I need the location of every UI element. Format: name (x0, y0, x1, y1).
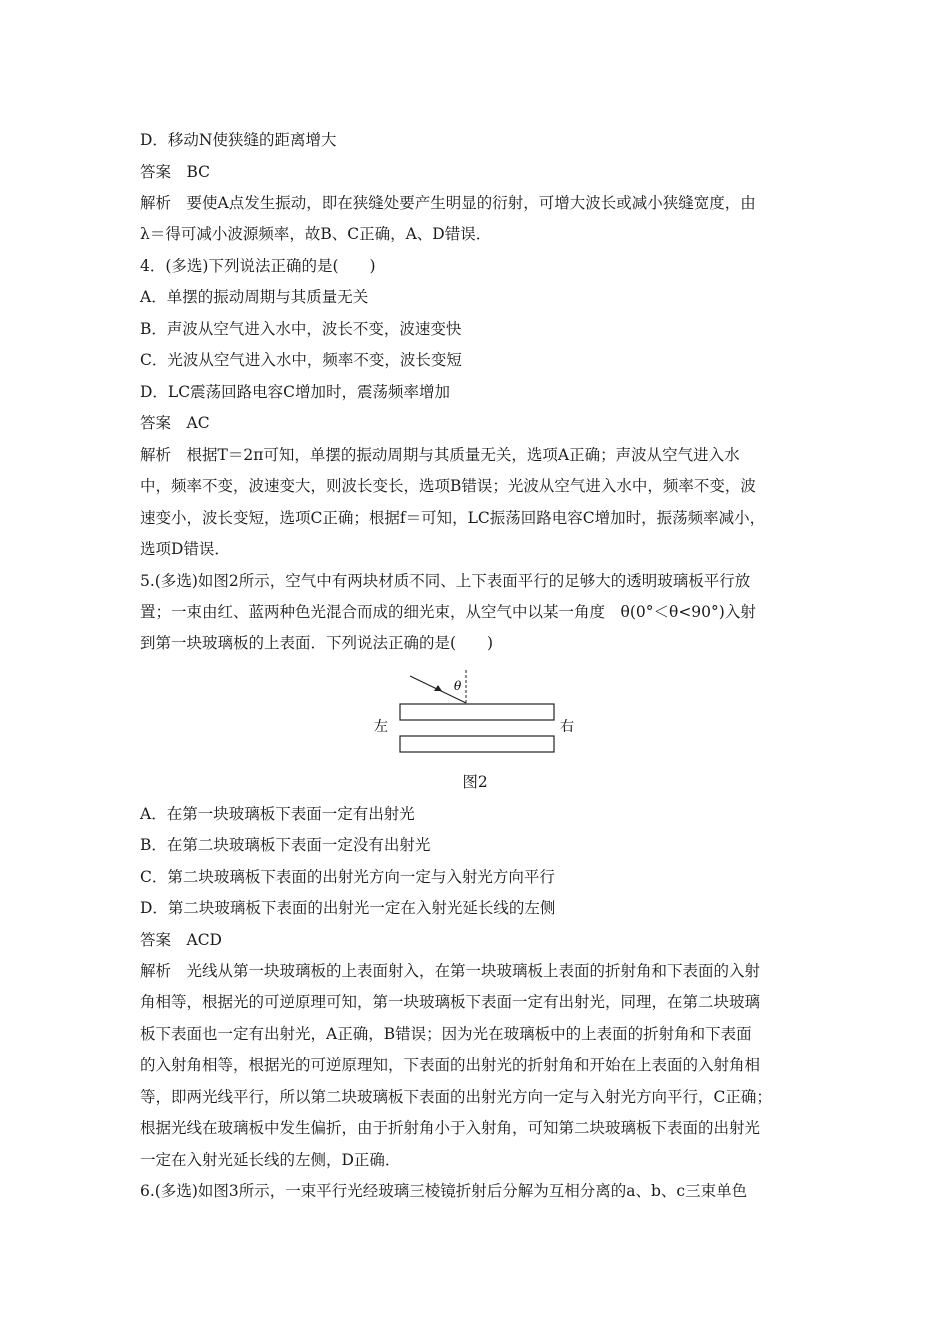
text-line: 的入射角相等，根据光的可逆原理知，下表面的出射光的折射角和开始在上表面的入射角相 (140, 1056, 761, 1074)
text-line: 5.(多选)如图2所示，空气中有两块材质不同、上下表面平行的足够大的透明玻璃板平行放 (140, 572, 751, 590)
text-line: 置；一束由红、蓝两种色光混合而成的细光束，从空气中以某一角度 θ(0°＜θ<90°)入射 (140, 603, 756, 621)
text-line: A．在第一块玻璃板下表面一定有出射光 (140, 805, 415, 823)
text-line: 中，频率不变，波速变大，则波长变长，选项B错误；光波从空气进入水中，频率不变，波 (140, 477, 756, 495)
text-line: 选项D错误． (140, 540, 230, 558)
text-line: 到第一块玻璃板的上表面．下列说法正确的是( ) (140, 634, 494, 652)
figure-caption: 图2 (462, 773, 488, 791)
text-line: 速变小，波长变短，选项C正确；根据f＝可知，LC振荡回路电容C增加时，振荡频率减小， (140, 509, 766, 527)
text-line: 答案 BC (140, 163, 211, 181)
text-line: C．光波从空气进入水中，频率不变，波长变短 (140, 351, 462, 369)
text-line: 解析 根据T＝2π可知，单摆的振动周期与其质量无关，选项A正确；声波从空气进入水 (140, 446, 740, 464)
text-line: 等，即两光线平行，所以第二块玻璃板下表面的出射光方向一定与入射光方向平行，C正确； (140, 1088, 772, 1106)
text-line: D．移动N使狭缝的距离增大 (140, 131, 337, 149)
figure-glass-plates (370, 668, 580, 768)
text-line: B．声波从空气进入水中，波长不变，波速变快 (140, 320, 462, 338)
text-line: 角相等，根据光的可逆原理可知，第一块玻璃板下表面一定有出射光，同理，在第二块玻璃 (140, 993, 761, 1011)
angle-theta-label: θ (454, 679, 462, 693)
glass-plate-lower (400, 736, 554, 752)
text-line: 根据光线在玻璃板中发生偏折，由于折射角小于入射角，可知第二块玻璃板下表面的出射光 (140, 1119, 761, 1137)
text-line: A．单摆的振动周期与其质量无关 (140, 288, 369, 306)
glass-plate-upper (400, 704, 554, 720)
text-line: 板下表面也一定有出射光，A正确，B错误；因为光在玻璃板中的上表面的折射角和下表面 (140, 1025, 752, 1043)
text-line: λ＝得可减小波源频率，故B、C正确，A、D错误． (140, 225, 492, 243)
text-line: 答案 ACD (140, 931, 222, 949)
text-line: B．在第二块玻璃板下表面一定没有出射光 (140, 836, 431, 854)
text-line: 一定在入射光延长线的左侧，D正确． (140, 1151, 401, 1169)
text-line: C．第二块玻璃板下表面的出射光方向一定与入射光方向平行 (140, 868, 555, 886)
text-line: D．LC震荡回路电容C增加时，震荡频率增加 (140, 383, 450, 401)
label-left: 左 (374, 719, 388, 735)
text-line: 答案 AC (140, 414, 210, 432)
text-line: 6.(多选)如图3所示，一束平行光经玻璃三棱镜折射后分解为互相分离的a、b、c三束单色 (140, 1182, 748, 1200)
text-line: D．第二块玻璃板下表面的出射光一定在入射光延长线的左侧 (140, 899, 556, 917)
text-line: 解析 要使A点发生振动，即在狭缝处要产生明显的衍射，可增大波长或减小狭缝宽度，由 (140, 194, 756, 212)
label-right: 右 (560, 719, 574, 735)
text-line: 4．(多选)下列说法正确的是( ) (140, 257, 376, 275)
text-line: 解析 光线从第一块玻璃板的上表面射入，在第一块玻璃板上表面的折射角和下表面的入射 (140, 962, 761, 980)
